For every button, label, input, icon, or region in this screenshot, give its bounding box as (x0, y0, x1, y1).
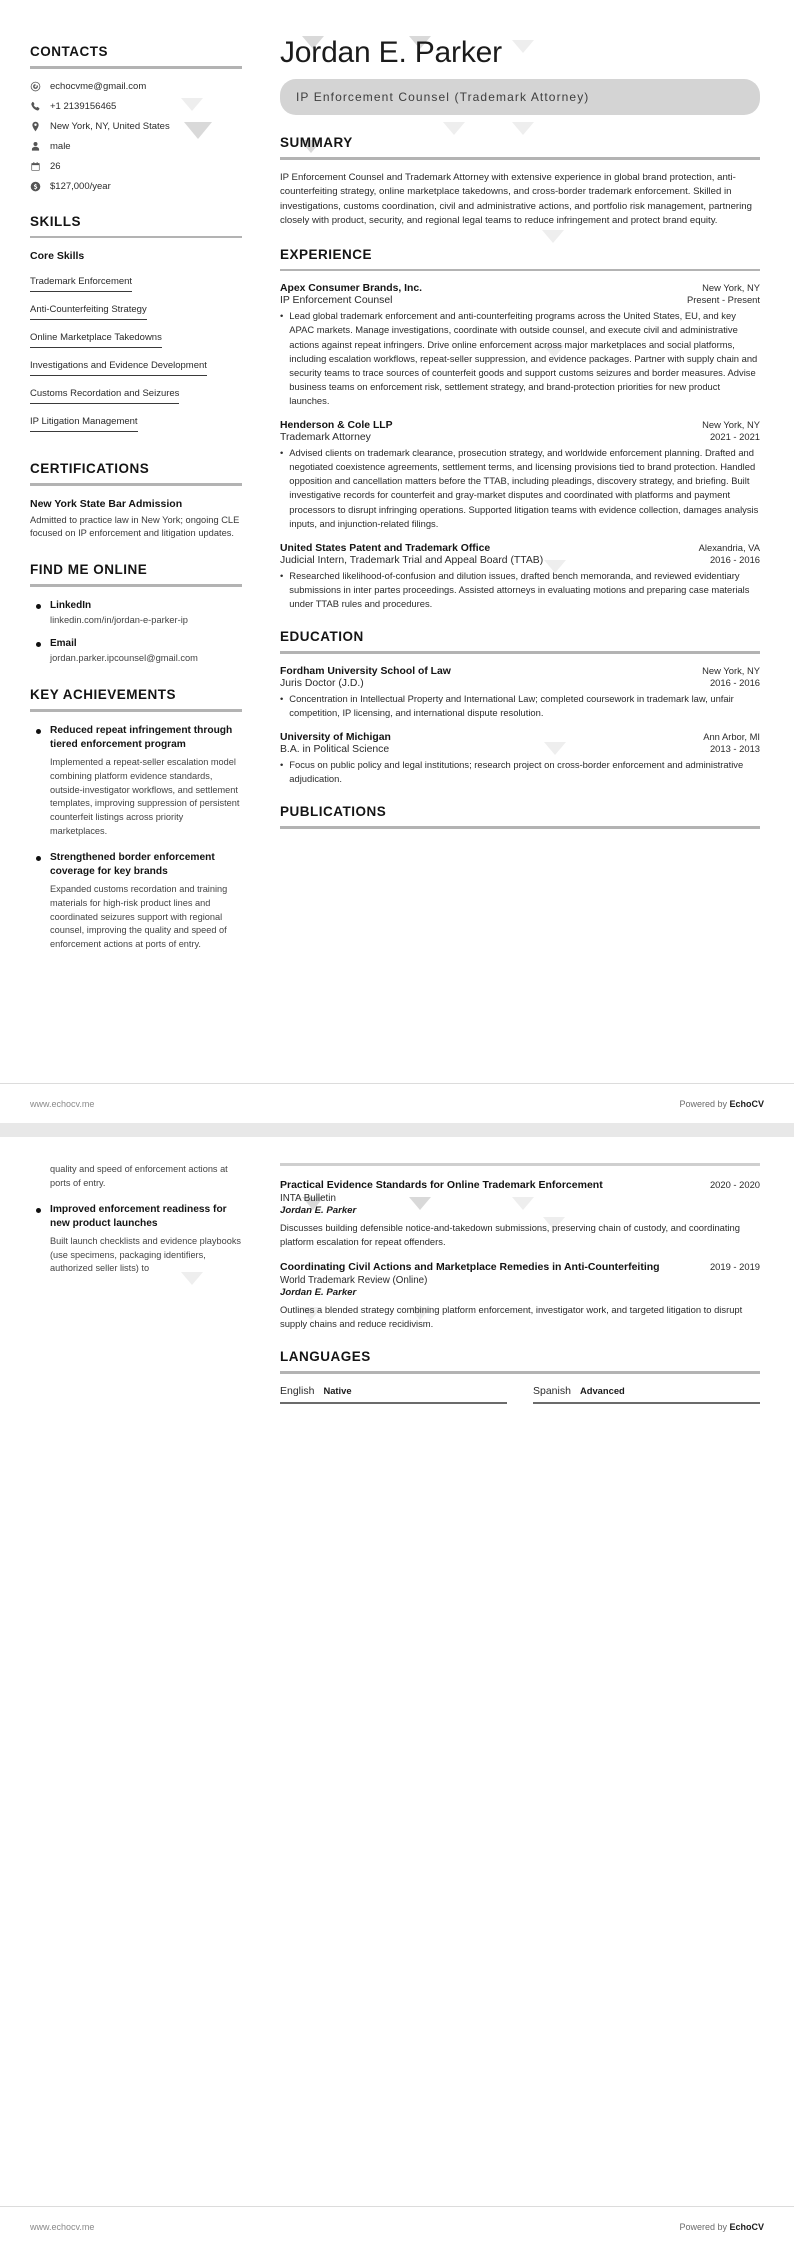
section-divider (280, 157, 760, 160)
experience-role: Judicial Intern, Trademark Trial and Appeal Board (TTAB) (280, 554, 544, 566)
online-profile-url[interactable]: linkedin.com/in/jordan-e-parker-ip (50, 615, 188, 626)
contact-value-location: New York, NY, United States (50, 120, 170, 132)
contacts-section (30, 44, 242, 192)
experience-entry (280, 282, 760, 408)
section-divider (30, 584, 242, 587)
key-achievement-item (30, 724, 242, 839)
key-achievements-section (30, 687, 242, 952)
publication-description: Outlines a blended strategy combining platform enforcement, investigator work, and targeted litigation to disrupt supply chains and reduce recidivism. (280, 1304, 743, 1330)
key-achievement-title: Improved enforcement readiness for new product launches (50, 1203, 227, 1229)
contact-value-age: 26 (50, 160, 61, 172)
footer-brand-name: EchoCV (729, 1098, 764, 1109)
contact-row-email (30, 81, 242, 92)
page-title: Jordan E. Parker (280, 36, 502, 69)
online-profile-label: LinkedIn (50, 599, 92, 611)
publication-author: Jordan E. Parker (280, 1287, 357, 1299)
publication-venue: World Trademark Review (Online) (280, 1275, 428, 1287)
section-divider (280, 269, 760, 272)
languages-section (280, 1349, 760, 1404)
section-heading-key-achievements: KEY ACHIEVEMENTS (30, 687, 177, 703)
language-level: Native (323, 1384, 352, 1396)
bullet-dot-icon (36, 642, 41, 647)
experience-entry (280, 542, 760, 611)
key-achievement-description: Implemented a repeat-seller escalation model combining platform evidence standards, outside-investigator workflows, and settlement templates, improving suppression of persistent counterfeit listings across priority marketplaces. (50, 756, 240, 836)
person-icon (30, 141, 41, 152)
education-school-line (280, 665, 760, 677)
section-heading-contacts: CONTACTS (30, 44, 108, 59)
skills-section (30, 214, 242, 440)
bullet-dot-icon (36, 856, 41, 861)
key-achievement-item (30, 1203, 242, 1277)
education-degree: Juris Doctor (J.D.) (280, 677, 364, 689)
bullet-dot-icon (36, 1208, 41, 1213)
section-divider (30, 66, 242, 69)
bullet-marker-icon: • (280, 692, 284, 704)
online-profile-email[interactable]: jordan.parker.ipcounsel@gmail.com (50, 653, 198, 664)
education-location: Ann Arbor, MI (703, 730, 760, 742)
key-achievement-title: Reduced repeat infringement through tiered enforcement program (50, 724, 233, 750)
skill-label: Customs Recordation and Seizures (30, 388, 179, 404)
publication-dates: 2020 - 2020 (709, 1178, 760, 1190)
experience-entry (280, 419, 760, 531)
language-name: Spanish (533, 1384, 571, 1397)
section-divider (30, 236, 242, 239)
section-heading-skills: SKILLS (30, 213, 82, 229)
section-heading-publications: PUBLICATIONS (280, 804, 387, 819)
education-bullet (280, 758, 760, 786)
experience-bullet (280, 446, 760, 531)
experience-bullets (280, 309, 760, 408)
experience-location: Alexandria, VA (698, 541, 760, 553)
footer-powered-by-text: Powered by (679, 2221, 730, 2232)
money-icon (30, 181, 41, 192)
section-divider (280, 651, 760, 654)
main-column-continued (268, 1137, 794, 1422)
language-item (280, 1385, 507, 1404)
footer-brand (679, 1099, 764, 1109)
location-pin-icon (30, 121, 41, 132)
skill-list-item (30, 271, 242, 299)
experience-role-line (280, 554, 760, 566)
skill-list-item (30, 383, 242, 411)
bullet-marker-icon: • (280, 569, 284, 581)
page-footer (0, 2206, 794, 2246)
certifications-section (30, 461, 242, 540)
contact-value-phone: +1 2139156465 (50, 100, 117, 112)
certification-name: New York State Bar Admission (30, 497, 183, 510)
experience-bullets (280, 446, 760, 531)
publication-title: Coordinating Civil Actions and Marketplace Remedies in Anti-Counterfeiting (280, 1260, 660, 1273)
education-dates: 2013 - 2013 (709, 742, 760, 754)
education-degree-line (280, 743, 760, 755)
bullet-marker-icon: • (280, 758, 284, 770)
experience-bullets (280, 569, 760, 611)
contact-value-salary: $127,000/year (50, 180, 111, 192)
experience-dates: 2021 - 2021 (709, 431, 760, 443)
skill-list-item (30, 411, 242, 439)
skill-list-item (30, 355, 242, 383)
online-profile-item[interactable] (30, 599, 242, 628)
publication-title: Practical Evidence Standards for Online Trademark Enforcement (280, 1178, 603, 1191)
section-divider (280, 1163, 760, 1166)
language-item (533, 1385, 760, 1404)
section-heading-languages: LANGUAGES (280, 1349, 371, 1365)
experience-bullet-text: Advised clients on trademark clearance, prosecution strategy, and worldwide enforcement planning. Drafted and negotiated coexistence agreements, settlement terms, and licensing provisions tied to brand protection. Handled opposition and cancellation matters before the TTAB, including pleadings, discovery strategy, and briefing. Built investigative records for counterfeit and gray-market disputes and coordinated with platforms and payment processors to disrupt infringing operations. Supported litigation teams with evidence collection, damages analysis inputs, and injunction-related filings. (289, 447, 759, 529)
summary-section (280, 135, 760, 229)
bullet-dot-icon (36, 604, 41, 609)
experience-bullet (280, 309, 760, 408)
key-achievement-continuation-text: quality and speed of enforcement actions at ports of entry. (50, 1164, 228, 1188)
section-heading-find-me-online: FIND ME ONLINE (30, 562, 148, 578)
publication-entry (280, 1260, 760, 1331)
contact-row-gender (30, 141, 242, 152)
sidebar-column (0, 0, 268, 974)
experience-section (280, 247, 760, 611)
certification-description: Admitted to practice law in New York; ongoing CLE focused on IP enforcement and litigation updates. (30, 514, 240, 538)
publication-dates: 2019 - 2019 (709, 1260, 760, 1272)
contact-row-location (30, 121, 242, 132)
experience-location: New York, NY (702, 282, 760, 294)
education-bullet (280, 692, 760, 720)
experience-org-line (280, 542, 760, 554)
contact-row-age (30, 161, 242, 172)
education-dates: 2016 - 2016 (709, 676, 760, 688)
section-divider (280, 1371, 760, 1374)
page-separator (0, 1123, 794, 1137)
calendar-icon (30, 161, 41, 172)
education-school: University of Michigan (280, 731, 391, 743)
publication-entry (280, 1178, 760, 1249)
section-heading-certifications: CERTIFICATIONS (30, 461, 150, 476)
online-profile-label: Email (50, 637, 77, 649)
experience-location: New York, NY (702, 419, 760, 431)
publications-list (280, 1178, 760, 1332)
contact-value-email: echocvme@gmail.com (50, 80, 147, 92)
experience-organization: Apex Consumer Brands, Inc. (280, 283, 423, 295)
section-heading-education: EDUCATION (280, 629, 364, 645)
section-heading-experience: EXPERIENCE (280, 246, 373, 262)
experience-role-line (280, 294, 760, 306)
experience-role: Trademark Attorney (280, 432, 371, 444)
publication-title-line (280, 1260, 760, 1274)
section-divider (280, 826, 760, 829)
experience-organization: United States Patent and Trademark Office (280, 542, 491, 554)
key-achievement-title: Strengthened border enforcement coverage for key brands (50, 851, 215, 877)
skill-label: Investigations and Evidence Development (30, 360, 207, 376)
education-section (280, 629, 760, 786)
skill-label: Anti-Counterfeiting Strategy (30, 304, 147, 320)
footer-site-url[interactable]: www.echocv.me (30, 1098, 95, 1109)
page-footer (0, 1083, 794, 1123)
education-degree: B.A. in Political Science (280, 743, 390, 755)
education-degree-line (280, 677, 760, 689)
education-entry (280, 665, 760, 720)
education-entry (280, 731, 760, 786)
contact-row-phone (30, 101, 242, 112)
education-school: Fordham University School of Law (280, 665, 451, 677)
experience-organization: Henderson & Cole LLP (280, 420, 393, 432)
language-level: Advanced (579, 1384, 625, 1396)
experience-bullet-text: Lead global trademark enforcement and anti-counterfeiting programs across the United States, EU, and key APAC markets. Manage investigations, coordinate with outside counsel, and execute civil and administrative actions against repeat infringers. Drive online enforcement across major marketplaces and social platforms, including escalation workflows, repeat-seller suppression, and evidence packages. Partner with supply chain and security teams to trace sources of counterfeit goods and support customs seizures and border measures. Advise business teams on enforcement risk, settlement strategy, and brand-protection priorities for new product launches. (289, 310, 758, 406)
key-achievement-description: Expanded customs recordation and training materials for high-risk product lines and coordinated seizures support with regional counsel, improving the quality and speed of enforcement actions at ports of entry. (50, 883, 228, 950)
job-title-badge: IP Enforcement Counsel (Trademark Attorney) (280, 79, 760, 115)
key-achievement-description: Built launch checklists and evidence playbooks (use specimens, packaging identifiers, authorized seller lists) to (50, 1235, 242, 1274)
contact-row-salary (30, 181, 242, 192)
section-divider (30, 709, 242, 712)
experience-org-line (280, 419, 760, 431)
skills-group-label: Core Skills (30, 250, 85, 262)
skill-list-item (30, 327, 242, 355)
experience-bullet (280, 569, 760, 611)
contact-value-gender: male (50, 140, 71, 152)
skill-label: IP Litigation Management (30, 416, 138, 432)
phone-icon (30, 101, 41, 112)
experience-org-line (280, 282, 760, 294)
publication-author: Jordan E. Parker (280, 1204, 357, 1216)
key-achievement-item (30, 851, 242, 952)
publication-venue: INTA Bulletin (280, 1192, 336, 1204)
experience-dates: 2016 - 2016 (709, 553, 760, 565)
sidebar-column-continued (0, 1137, 268, 1422)
experience-bullet-text: Researched likelihood-of-confusion and dilution issues, drafted bench memoranda, and reviewed evidentiary submissions in inter partes proceedings. Assisted attorneys in evaluating motions and preparing case materials under TTAB rules and procedures. (289, 569, 750, 609)
main-column (268, 0, 794, 974)
bullet-marker-icon: • (280, 447, 284, 459)
experience-dates: Present - Present (687, 294, 760, 306)
education-bullets (280, 692, 760, 720)
education-bullet-text: Concentration in Intellectual Property and International Law; completed coursework in trademark law, unfair competition, IP licensing, and international dispute resolution. (289, 692, 734, 718)
education-bullet-text: Focus on public policy and legal institutions; research project on cross-border enforcement and administrative adjudication. (289, 758, 744, 784)
section-divider (30, 483, 242, 486)
footer-brand (679, 2222, 764, 2232)
footer-brand-name: EchoCV (729, 2221, 764, 2232)
experience-role: IP Enforcement Counsel (280, 295, 393, 307)
skill-label: Online Marketplace Takedowns (30, 332, 162, 348)
skill-label: Trademark Enforcement (30, 276, 132, 292)
email-icon (30, 81, 41, 92)
education-location: New York, NY (702, 664, 760, 676)
languages-list (280, 1385, 760, 1404)
certification-entry (30, 498, 242, 541)
experience-role-line (280, 431, 760, 443)
bullet-marker-icon: • (280, 310, 284, 322)
language-name: English (280, 1384, 315, 1397)
footer-site-url[interactable]: www.echocv.me (30, 2221, 95, 2232)
bullet-dot-icon (36, 729, 41, 734)
section-heading-summary: SUMMARY (280, 135, 353, 150)
online-profile-item[interactable] (30, 637, 242, 666)
summary-text: IP Enforcement Counsel and Trademark Attorney with extensive experience in global brand protection, anti-counterfeiting strategy, online marketplace takedowns, and cross-border trademark enforcement. Skilled in investigations, customs coordination, civil and administrative actions, and portfolio risk management, partnering closely with product, security, and regional legal teams to reduce infringement and protect brand equity. (280, 171, 752, 227)
publication-title-line (280, 1178, 760, 1192)
publications-section-heading (280, 804, 760, 829)
education-bullets (280, 758, 760, 786)
find-me-online-section (30, 562, 242, 665)
skill-list-item (30, 299, 242, 327)
footer-powered-by-text: Powered by (679, 1098, 730, 1109)
publication-description: Discusses building defensible notice-and-takedown submissions, preserving chain of custody, and coordinating platform escalation for repeat offenders. (280, 1221, 740, 1247)
resume-page-2 (0, 1137, 794, 2246)
education-school-line (280, 731, 760, 743)
